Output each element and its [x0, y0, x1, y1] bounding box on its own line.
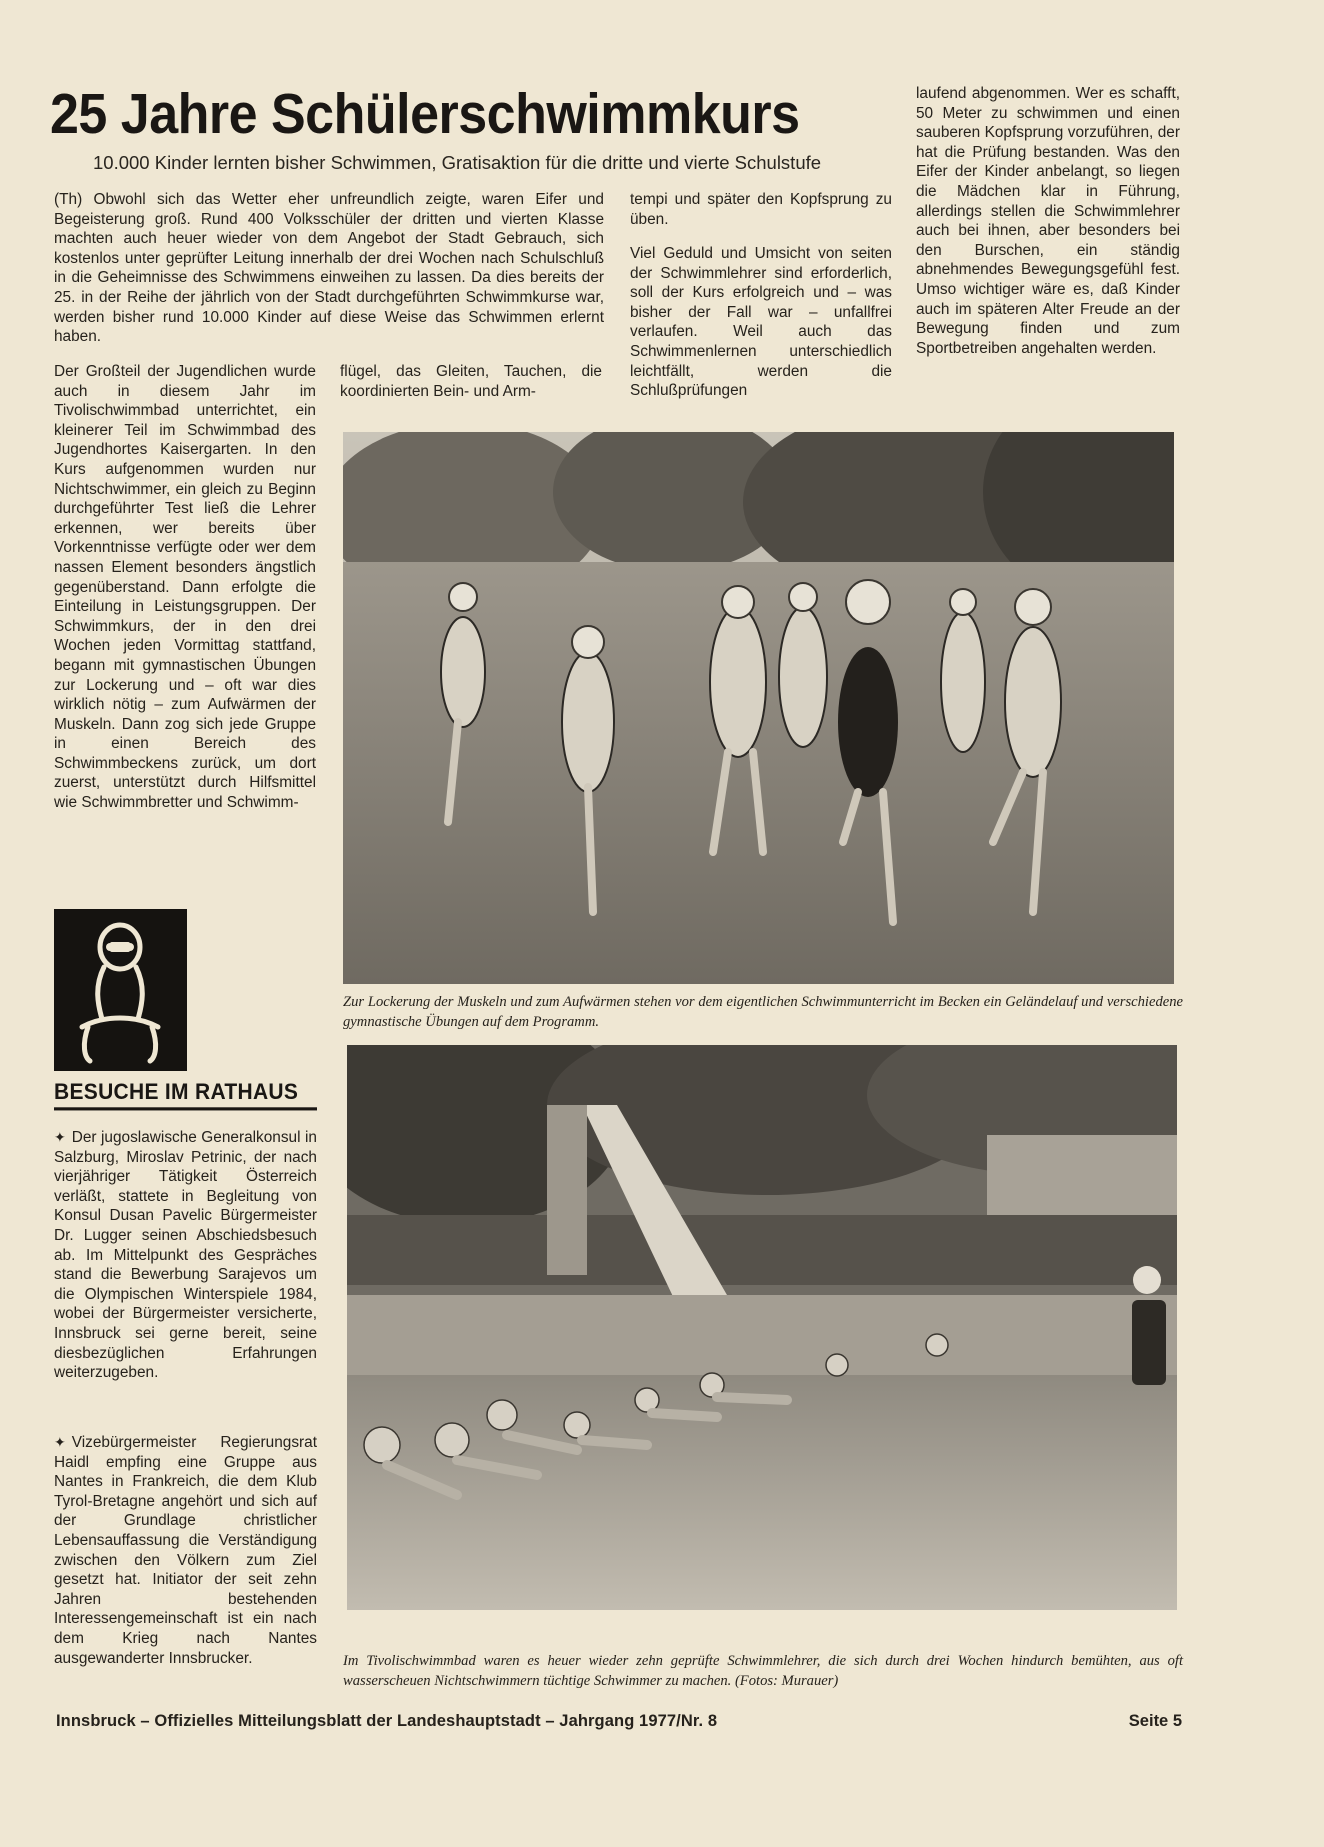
rathaus-chair-logo: [54, 909, 187, 1071]
footer-publication: Innsbruck – Offizielles Mitteilungsblatt der Landeshauptstadt – Jahrgang 1977/Nr. 8: [56, 1712, 718, 1730]
article-col3-top: tempi und später den Kopfsprung zu üben.: [630, 191, 892, 228]
photo-swimming-pool: [347, 1045, 1177, 1610]
article-col3-body: Viel Geduld und Umsicht von seiten der Schwimmlehrer sind erforderlich, soll der Kurs erfolgreich und – was bisher der Fall war – unfallfrei verlaufen. Weil auch das Schwimmenlernen unterschiedlich leichtfällt, werden die Schlußprüfungen: [630, 245, 892, 400]
article-body-left: Der Großteil der Jugendlichen wurde auch in diesem Jahr im Tivolischwimmbad unterrichtet, ein kleinerer Teil im Schwimmbad des Jugendhortes Kaisergarten. In den Kurs aufgenommen wurden nur Nichtschwimmer, ein gleich zu Beginn durchgeführter Test ließ die Lehrer erkennen, wer bereits über Vorkenntnisse verfügte oder wer dem nassen Element besonders ängstlich gegenüberstand. Dann erfolgte die Einteilung in Leistungsgruppen. Der Schwimmkurs, der in den drei Wochen jeden Vormittag stattfand, begann mit gymnastischen Übungen zur Lockerung und – oft war dies wirklich nötig – zum Aufwärmen der Muskeln. Dann zog sich jede Gruppe in einen Bereich des Schwimmbeckens zurück, um dort zuerst, unterstützt durch Hilfsmittel wie Schwimmbretter und Schwimm-: [54, 363, 316, 812]
sidebar-item-nantes: [54, 1433, 317, 1668]
photo2-caption: Im Tivolischwimmbad waren es heuer wieder zehn geprüfte Schwimmlehrer, die sich durch drei Wochen hindurch bemühten, aus oft wasserscheuen Nichtschwimmern tüchtige Schwimmer zu machen. (Fotos: Murauer): [343, 1653, 1183, 1689]
photo-children-running: [343, 432, 1174, 984]
article-title: 25 Jahre Schülerschwimmkurs: [50, 83, 800, 146]
page-number: Seite 5: [1128, 1712, 1182, 1730]
article-col4: laufend abgenommen. Wer es schafft, 50 Meter zu schwimmen und einen sauberen Kopfsprung vorzuführen, der hat die Prüfung bestanden. Was den Eifer der Kinder anbelangt, so liegen die Mädchen klar in Führung, allerdings stellen die Schwimmlehrer auch bei ihnen, aber besonders bei den Burschen, ein ständig abnehmendes Bewegungsgefühl fest. Umso wichtiger wäre es, daß Kinder auch im späteren Alter Freude an der Bewegung finden und zum Sportbetreiben angehalten werden.: [916, 85, 1180, 357]
article-intro: (Th) Obwohl sich das Wetter eher unfreundlich zeigte, waren Eifer und Begeisterung groß. Rund 400 Volksschüler der dritten und vierten Klasse machten auch heuer wieder von dem Angebot der Stadt Gebrauch, sich kostenlos unter geprüfter Leitung innerhalb der drei Wochen nach Schulschluß in die Geheimnisse des Schwimmens einweihen zu lassen. Da dies bereits der 25. in der Reihe der jährlich von der Stadt durchgeführten Schwimmkurse war, werden bisher rund 10.000 Kinder auf diese Weise das Schwimmen erlernt haben.: [54, 191, 604, 346]
article-body-mid: flügel, das Gleiten, Tauchen, die koordinierten Bein- und Arm-: [340, 363, 602, 400]
article-subtitle: 10.000 Kinder lernten bisher Schwimmen, Gratisaktion für die dritte und vierte Schulstufe: [93, 152, 822, 173]
sidebar-item-nantes-text: Vizebürgermeister Regierungsrat Haidl empfing eine Gruppe aus Nantes in Frankreich, die dem Klub Tyrol-Bretagne angehört und sich auf der Grundlage christlicher Lebensauffassung die Verständigung zwischen den Völkern zum Ziel gesetzt hat. Initiator der seit zehn Jahren bestehenden Interessengemeinschaft ist ein nach dem Krieg nach Nantes ausgewanderter Innsbrucker.: [54, 1434, 317, 1667]
bullet-star-icon: ✦: [54, 1434, 66, 1450]
sidebar-item-consul-text: Der jugoslawische Generalkonsul in Salzburg, Miroslav Petrinic, der nach vierjähriger Tätigkeit Österreich verläßt, stattete in Begleitung von Konsul Dusan Pavelic Bürgermeister Dr. Lugger seinen Abschiedsbesuch ab. Im Mittelpunkt des Gespräches stand die Bewerbung Sarajevos um die Olympischen Winterspiele 1984, wobei der Bürgermeister versicherte, Innsbruck sei gerne bereit, seine diesbezüglichen Erfahrungen weiterzugeben.: [54, 1129, 317, 1382]
sidebar-heading: BESUCHE IM RATHAUS: [54, 1080, 317, 1110]
bullet-star-icon: ✦: [54, 1129, 66, 1145]
sidebar-item-consul: [54, 1128, 317, 1383]
photo1-caption: Zur Lockerung der Muskeln und zum Aufwärmen stehen vor dem eigentlichen Schwimmunterricht im Becken ein Geländelauf und verschiedene gymnastische Übungen auf dem Programm.: [343, 994, 1183, 1030]
